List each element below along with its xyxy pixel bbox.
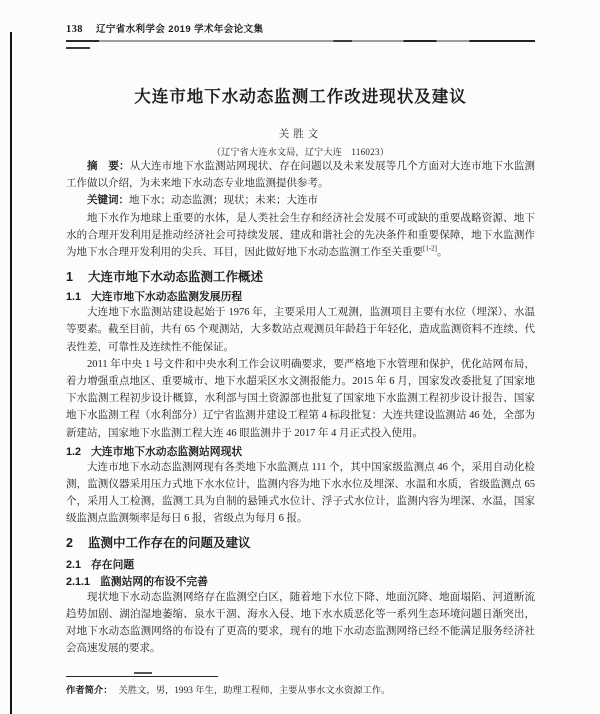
section-2-1-heading (66, 558, 535, 572)
keywords-paragraph (66, 192, 535, 209)
proceedings-title: 辽宁省水利学会 2019 学术年会论文集 (95, 24, 264, 35)
section-2-title: 监测中工作存在的问题及建议 (87, 535, 251, 550)
intro-paragraph (66, 210, 535, 262)
section-1-title: 大连市地下水动态监测工作概述 (87, 270, 263, 285)
keywords-text: 地下水；动态监测；现状；未来；大连市 (129, 195, 318, 207)
author-bio-text: 关胜文，男，1993 年生，助理工程师，主要从事水文水资源工作。 (118, 686, 391, 696)
section-1-2-number: 1.2 (66, 445, 82, 458)
section-2-1-number: 2.1 (66, 558, 82, 571)
abstract-paragraph (66, 158, 535, 192)
page-number: 138 (66, 24, 83, 35)
citation-marker: [1-2] (423, 244, 437, 253)
author-affiliation: （辽宁省大连水文局，辽宁大连 116023） (211, 147, 390, 157)
scan-edge-artifact (10, 32, 12, 714)
section-1-2-title: 大连市地下水动态监测站网现状 (91, 445, 243, 458)
article-title: 大连市地下水动态监测工作改进现状及建议 (134, 88, 467, 106)
keywords-label: 关键词： (87, 194, 129, 207)
author-bio-footnote (66, 676, 535, 698)
section-2-1-1-paragraph-1: 现状地下水动态监测网络存在监测空白区，随着地下水位下降、地面沉降、地面塌陷、河道断流趋势加剧、湖泊湿地萎缩、泉水干涸、海水入侵、地下水水质恶化等一系列生态环境问题日渐突出，对地下水动态监测网络的布设有了更高的要求，现有的地下水动态监测网络已经不能满足服务经济社会高速发展的要求。 (66, 591, 535, 655)
section-2-number: 2 (66, 535, 73, 550)
abstract-text: 从大连市地下水监测站网现状、存在问题以及未来发展等几个方面对大连市地下水监测工作做以介绍，为未来地下水动态专业地监测提供参考。 (66, 161, 536, 190)
section-1-1-paragraph-1: 大连地下水监测站建设起始于 1976 年，主要采用人工观测，监测项目主要有水位（埋深）、水温等要素。截至目前，共有 65 个观测站，大多数站点观测员年龄趋于年轻化，造成监测资料不连续、代表性差，可靠性及连续性不能保证。 (66, 307, 535, 353)
section-2-1-1-number: 2.1.1 (66, 575, 91, 588)
section-1-1-number: 1.1 (66, 291, 82, 304)
intro-tail: 。 (437, 247, 448, 259)
section-1-number: 1 (66, 270, 73, 285)
article-body (66, 158, 535, 657)
section-2-1-1-title: 监测站网的布设不完善 (100, 575, 208, 588)
section-1-1-title: 大连市地下水动态监测发展历程 (91, 291, 243, 304)
section-2-1-title: 存在问题 (91, 558, 135, 571)
section-1-heading (66, 269, 535, 285)
intro-text: 地下水作为地球上重要的水体，是人类社会生存和经济社会发展不可或缺的重要战略资源、地下水的合理开发利用是推动经济社会可持续发展、建成和谐社会的先决条件和重要保障，地下水监测作为地下水合理开发利用的尖兵、耳目，因此做好地下水动态监测工作至关重要 (66, 212, 535, 259)
section-1-2-heading (66, 445, 535, 459)
footnote-separator (66, 676, 218, 677)
author-bio-label: 作者简介： (66, 685, 113, 695)
section-2-heading (66, 535, 535, 551)
section-1-2-paragraph-1: 大连市地下水动态监测网现有各类地下水监测点 111 个，其中国家级监测点 46 个，采用自动化检测，监测仪器采用压力式地下水水位计，监测内容为地下水水位及埋深、水温和水质，省级监测点 65 个，采用人工检测，监测工具为自制的悬锤式水位计、浮子式水位计，监测内容为埋深、水温，国家级监测点监测频率是每日 6 报，省级点为每月 6 报。 (66, 461, 535, 525)
running-header (66, 0, 535, 36)
author-name: 关胜文 (278, 129, 323, 140)
scan-dash-artifact (66, 47, 90, 49)
section-1-1-paragraph-2: 2011 年中央 1 号文件和中央水利工作会议明确要求，要严格地下水管理和保护，优化站网布局，着力增强重点地区、重要城市、地下水超采区水文测报能力。2015 年 6 月，国家发改委批复了国家地下水监测工程初步设计概算，水利部与国土资源部也批复了国家地下水监测工程初步设计报告、国家地下水监测工程（水利部分）辽宁省监测井建设工程第 4 标段批复：大连共建设监测站 46 处，全部为新建站，国家地下水监测工程大连 46 眼监测井于 2017 年 4 月正式投入使用。 (66, 358, 535, 439)
page-content (66, 0, 535, 657)
section-2-1-1-heading (66, 575, 535, 589)
header-rule (66, 40, 535, 42)
abstract-label: 摘 要： (87, 160, 130, 172)
section-1-1-heading (66, 290, 535, 304)
